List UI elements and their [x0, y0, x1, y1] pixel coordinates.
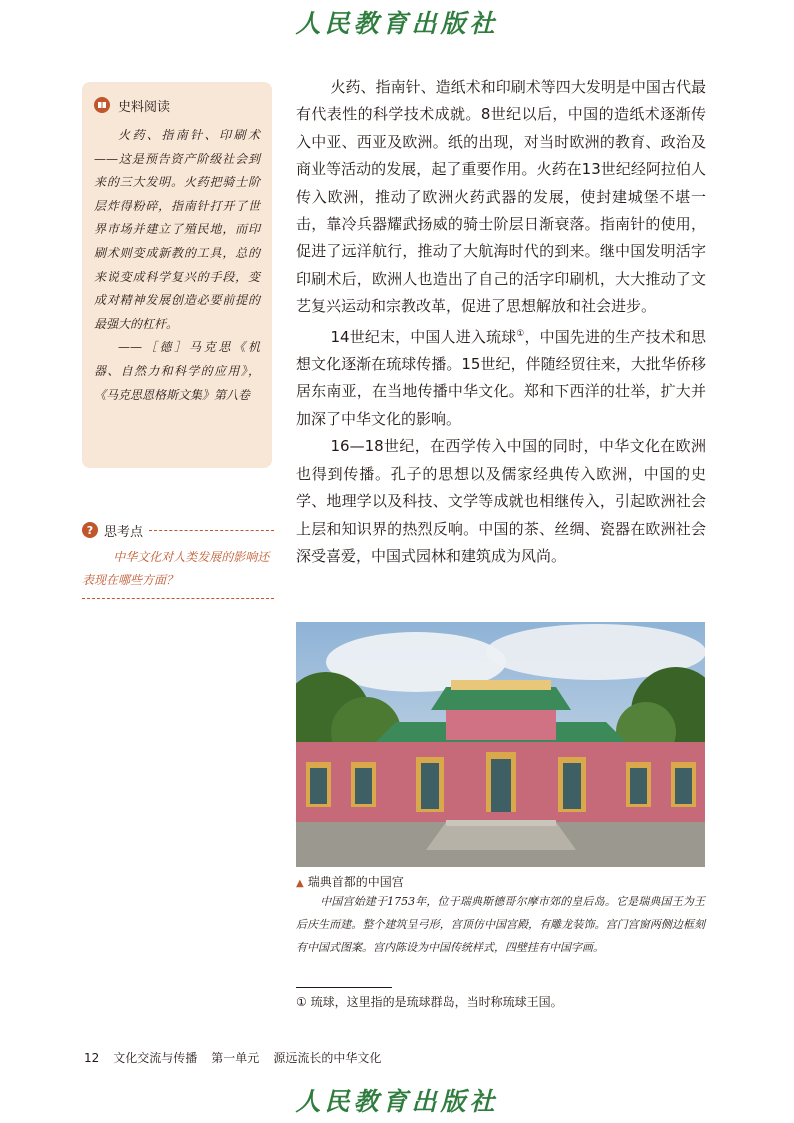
chinese-pavilion-photo — [296, 622, 705, 867]
think-point-title: 思考点 — [104, 524, 144, 540]
divider — [149, 530, 274, 531]
think-point-box — [82, 520, 274, 599]
think-point-text: 中华文化对人类发展的影响还表现在哪些方面？ — [82, 550, 270, 587]
book-title: 文化交流与传播 — [113, 1051, 198, 1065]
triangle-icon: ▲ — [296, 878, 304, 889]
unit-title: 源远流长的中华文化 — [273, 1051, 382, 1065]
book-icon — [94, 97, 110, 113]
divider — [82, 598, 274, 599]
source-reading-header — [94, 94, 170, 116]
publisher-logo-top: 人民教育出版社 — [295, 9, 499, 38]
paragraph: 火药、指南针、造纸术和印刷术等四大发明是中国古代最有代表性的科学技术成就。8世纪以后，中国的造纸术逐渐传入中亚、西亚及欧洲。纸的出现，对当时欧洲的教育、政治及商业等活动的发展，起了重要作用。火药在13世纪经阿拉伯人传入欧洲，推动了欧洲火药武器的发展，使封建城堡不堪一击，靠冷兵器耀武扬威的骑士阶层日渐衰落。指南针的使用，促进了远洋航行，推动了大航海时代的到来。继中国发明活字印刷术后，欧洲人也造出了自己的活字印刷机，大大推动了文艺复兴运动和宗教改革，促进了思想解放和社会进步。 — [296, 78, 706, 316]
unit-label: 第一单元 — [211, 1051, 260, 1065]
page-footer — [84, 1049, 395, 1066]
figure-caption-text — [296, 890, 705, 959]
source-reading-title: 史料阅读 — [118, 99, 171, 115]
page-number: 12 — [84, 1051, 100, 1065]
question-icon: ? — [82, 522, 98, 538]
figure-caption-title-text: 瑞典首都的中国宫 — [307, 875, 404, 889]
paragraph-text: 14世纪末，中国人进入琉球 — [330, 327, 517, 346]
figure-caption-title — [296, 873, 404, 890]
footnote-ref[interactable]: ① — [516, 328, 525, 339]
publisher-logo-bottom: 人民教育出版社 — [295, 1087, 499, 1116]
paragraph-text: ，中国先进的生产技术和思想文化逐渐在琉球传播。15世纪，伴随经贸往来，大批华侨移居东南亚，在当地传播中华文化。郑和下西洋的壮举，扩大并加深了中华文化的影响。 — [296, 327, 706, 428]
footnote-divider — [296, 987, 392, 988]
source-reading-citation: ——［德］马克思《机器、自然力和科学的应用》，《马克思恩格斯文集》第八卷 — [94, 340, 260, 402]
source-reading-quote: 火药、指南针、印刷术——这是预告资产阶级社会到来的三大发明。火药把骑士阶层炸得粉碎，指南针打开了世界市场并建立了殖民地，而印刷术则变成新教的工具，总的来说变成科学复兴的手段，变成对精神发展创造必要前提的最强大的杠杆。 — [94, 128, 260, 331]
source-reading-text — [94, 124, 260, 407]
paragraph — [296, 321, 706, 434]
main-text — [296, 74, 706, 570]
figure-caption-paragraph: 中国宫始建于1753年，位于瑞典斯德哥尔摩市郊的皇后岛。它是瑞典国王为王后庆生而建。整个建筑呈弓形，宫顶仿中国宫殿，有雕龙装饰。宫门宫窗两侧边框刻有中国式图案。宫内陈设为中国传统样式，四壁挂有中国字画。 — [296, 895, 705, 954]
footnote: ① 琉球，这里指的是琉球群岛，当时称琉球王国。 — [296, 995, 563, 1009]
source-reading-box — [82, 82, 272, 468]
paragraph: 16—18世纪，在西学传入中国的同时，中华文化在欧洲也得到传播。孔子的思想以及儒家经典传入欧洲，中国的史学、地理学以及科技、文学等成就也相继传入，引起欧洲社会上层和知识界的热烈反响。中国的茶、丝绸、瓷器在欧洲社会深受喜爱，中国式园林和建筑成为风尚。 — [296, 437, 706, 565]
